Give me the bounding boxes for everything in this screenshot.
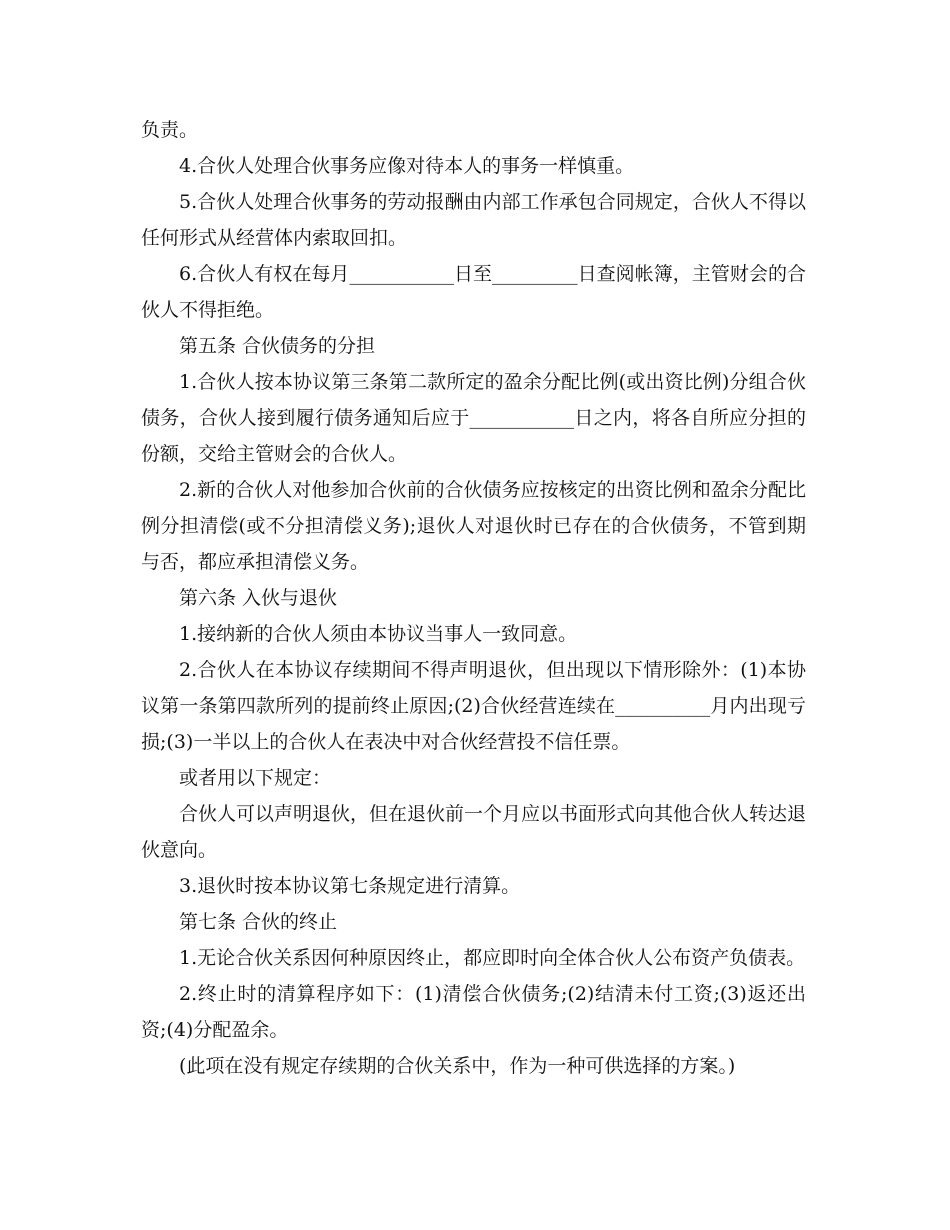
clause-4-5: 5.合伙人处理合伙事务的劳动报酬由内部工作承包合同规定，合伙人不得以任何形式从经营体内索取回扣。 bbox=[141, 191, 806, 249]
article-7-heading: 第七条 合伙的终止 bbox=[179, 911, 338, 933]
article-6-heading: 第六条 入伙与退伙 bbox=[179, 587, 338, 609]
clause-4-4: 4.合伙人处理合伙事务应像对待本人的事务一样慎重。 bbox=[179, 155, 635, 177]
clause-5-1: 1.合伙人按本协议第三条第二款所定的盈余分配比例(或出资比例)分组合伙债务，合伙人接到履行债务通知后应于___________日之内，将各自所应分担的份额，交给主管财会的合伙人。 bbox=[141, 371, 806, 465]
clause-7-2: 2.终止时的清算程序如下：(1)清偿合伙债务;(2)结清未付工资;(3)返还出资;(4)分配盈余。 bbox=[141, 983, 806, 1041]
clause-6-3: 3.退伙时按本协议第七条规定进行清算。 bbox=[179, 875, 521, 897]
alternative-rule-text: 合伙人可以声明退伙，但在退伙前一个月应以书面形式向其他合伙人转达退伙意向。 bbox=[141, 803, 807, 861]
note-paragraph: (此项在没有规定存续期的合伙关系中，作为一种可供选择的方案。) bbox=[179, 1055, 736, 1077]
document-body bbox=[141, 112, 806, 1084]
article-5-heading: 第五条 合伙债务的分担 bbox=[179, 335, 376, 357]
alternative-rule-label: 或者用以下规定： bbox=[179, 767, 332, 789]
clause-5-2: 2.新的合伙人对他参加合伙前的合伙债务应按核定的出资比例和盈余分配比例分担清偿(或不分担清偿义务);退伙人对退伙时已存在的合伙债务，不管到期与否，都应承担清偿义务。 bbox=[141, 479, 806, 573]
clause-7-1: 1.无论合伙关系因何种原因终止，都应即时向全体合伙人公布资产负债表。 bbox=[179, 947, 806, 969]
clause-6-2: 2.合伙人在本协议存续期间不得声明退伙，但出现以下情形除外：(1)本协议第一条第四款所列的提前终止原因;(2)合伙经营连续在__________月内出现亏损;(3)一半以上的合伙人在表决中对合伙经营投不信任票。 bbox=[141, 659, 806, 753]
paragraph-continuation: 负责。 bbox=[141, 119, 199, 141]
clause-6-1: 1.接纳新的合伙人须由本协议当事人一致同意。 bbox=[179, 623, 578, 645]
clause-4-6: 6.合伙人有权在每月___________日至_________日查阅帐簿，主管财会的合伙人不得拒绝。 bbox=[141, 263, 806, 321]
